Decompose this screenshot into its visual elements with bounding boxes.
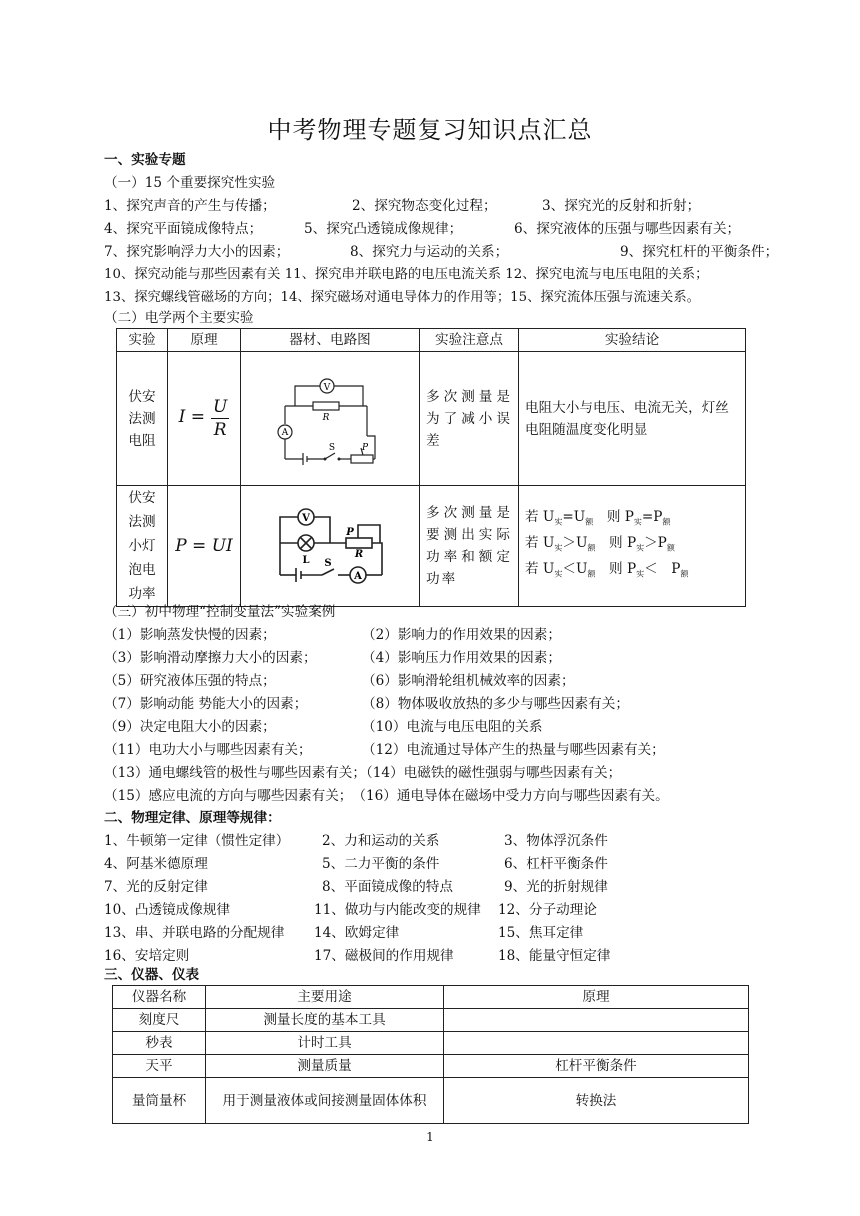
case-item: （5）研究液体压强的特点；: [104, 673, 276, 689]
subscript: 实: [636, 543, 645, 553]
table-row: [117, 352, 746, 486]
text: ＞U: [562, 535, 588, 552]
subscript: 实: [633, 518, 642, 528]
formula-numerator: U: [213, 397, 228, 417]
law-item: 7、光的反射定律: [104, 879, 208, 895]
table-header: 仪器名称: [113, 986, 206, 1009]
electric-experiments-table: [116, 328, 746, 607]
ammeter-label: A: [354, 571, 362, 582]
law-item: 4、阿基米德原理: [104, 856, 208, 872]
voltmeter-label: V: [302, 513, 310, 524]
subscript: 实: [554, 543, 563, 553]
law-item: 12、分子动理论: [498, 902, 597, 918]
case-item: （12）电流通过导体产生的热量与哪些因素有关；: [362, 742, 665, 758]
experiment-item: 8、探究力与运动的关系；: [350, 244, 509, 260]
law-item: 15、焦耳定律: [498, 925, 584, 941]
power-circuit-diagram: [270, 505, 390, 587]
subscript: 额: [666, 543, 675, 553]
case-item: （7）影响动能 势能大小的因素；: [104, 696, 308, 712]
text: 若 U: [525, 509, 555, 526]
law-item: 13、串、并联电路的分配规律: [104, 925, 285, 941]
rheostat-label: P: [361, 442, 369, 453]
equals-sign: =: [185, 407, 206, 427]
experiment-item: 13、探究螺线管磁场的方向；14、探究磁场对通电导体力的作用等；15、探究流体压强与流速关系。: [104, 290, 700, 305]
text: 若 U: [525, 560, 555, 577]
experiment-item: 3、探究光的反射和折射；: [542, 198, 701, 214]
table-row: [117, 486, 746, 607]
principle-formula: [168, 486, 241, 607]
table-cell: 秒表: [113, 1032, 206, 1055]
case-item: （10）电流与电压电阻的关系: [362, 719, 543, 735]
section1-sub3: （三）初中物理“控制变量法”实验案例: [104, 604, 336, 620]
ammeter-label: A: [281, 427, 289, 438]
case-item: （13）通电螺线管的极性与哪些因素有关；（14）电磁铁的磁性强弱与哪些因素有关；: [104, 765, 622, 781]
subscript: 额: [587, 569, 596, 579]
table-cell: 天平: [113, 1055, 206, 1078]
text: 则 P: [595, 535, 637, 552]
case-item: （8）物体吸收放热的多少与哪些因素有关；: [362, 696, 629, 712]
law-item: 6、杠杆平衡条件: [504, 856, 608, 872]
conclusion-line: [525, 507, 739, 533]
experiment-item: 6、探究液体的压强与哪些因素有关；: [514, 221, 741, 237]
law-item: 5、二力平衡的条件: [322, 856, 440, 872]
table-cell: 用于测量液体或间接测量固体体积: [206, 1078, 444, 1124]
text: ＜U: [562, 560, 588, 577]
law-item: 17、磁极间的作用规律: [314, 948, 454, 964]
experiment-item: 7、探究影响浮力大小的因素；: [104, 244, 290, 260]
law-item: 3、物体浮沉条件: [504, 833, 608, 849]
section1-heading: 一、实验专题: [104, 152, 186, 168]
law-item: 8、平面镜成像的特点: [322, 879, 453, 895]
conclusion-line: [525, 559, 739, 585]
table-header: 原理: [168, 329, 241, 352]
instruments-table: [112, 985, 749, 1124]
law-item: 16、安培定则: [104, 948, 190, 964]
experiment-item: 10、探究动能与那些因素有关 11、探究串并联电路的电压电流关系 12、探究电流与电压电阻的关系；: [104, 267, 709, 282]
law-item: 10、凸透镜成像规律: [104, 902, 231, 918]
subscript: 实: [636, 569, 645, 579]
experiment-item: 1、探究声音的产生与传播；: [104, 198, 276, 214]
table-row: [113, 1055, 749, 1078]
text: 则 P: [595, 560, 637, 577]
formula-text: P = UI: [175, 535, 233, 556]
principle-formula: [168, 352, 241, 486]
law-item: 2、力和运动的关系: [322, 833, 440, 849]
experiment-item: 4、探究平面镜成像特点；: [104, 221, 263, 237]
section2-heading: 二、物理定律、原理等规律：: [104, 810, 281, 826]
experiment-name: 伏安法测小灯泡电功率: [117, 486, 168, 607]
table-cell: 转换法: [444, 1078, 749, 1124]
experiment-item: 5、探究凸透镜成像规律；: [304, 221, 463, 237]
case-item: （3）影响滑动摩擦力大小的因素；: [104, 650, 317, 666]
law-item: 1、牛顿第一定律（惯性定律）: [104, 833, 290, 849]
experiment-item: 2、探究物态变化过程；: [352, 198, 497, 214]
table-cell: 刻度尺: [113, 1009, 206, 1032]
section1-sub1: （一）15 个重要探究性实验: [104, 175, 276, 191]
case-item: （9）决定电阻大小的因素；: [104, 719, 276, 735]
experiment-name: 伏安法测电阻: [117, 352, 168, 486]
text: 则 P: [593, 509, 634, 526]
table-header: 实验: [117, 329, 168, 352]
table-header: 器材、电路图: [241, 329, 420, 352]
law-item: 14、欧姆定律: [314, 925, 400, 941]
table-row: [113, 1078, 749, 1124]
text: ＞P: [644, 535, 667, 552]
subscript: 额: [585, 518, 594, 528]
case-item: （15）感应电流的方向与哪些因素有关； （16）通电导体在磁场中受力方向与哪些因素有关。: [104, 788, 669, 804]
table-header: 实验结论: [519, 329, 746, 352]
resistance-circuit-diagram: [275, 364, 385, 474]
switch-label: S: [328, 442, 336, 453]
subscript: 额: [662, 518, 671, 528]
conclusion-line: [525, 533, 739, 559]
voltmeter-label: V: [323, 382, 331, 393]
case-item: （11）电功大小与哪些因素有关；: [104, 742, 312, 758]
text: 若 U: [525, 535, 555, 552]
case-item: （2）影响力的作用效果的因素；: [362, 627, 561, 643]
lamp-label: L: [302, 555, 310, 566]
resistor-label: R: [322, 412, 330, 423]
subscript: 额: [680, 569, 689, 579]
table-cell: 测量长度的基本工具: [206, 1009, 444, 1032]
text: =U: [562, 509, 586, 526]
table-cell: 量筒量杯: [113, 1078, 206, 1124]
table-cell: [444, 1032, 749, 1055]
note-cell: 多次测量是要测出实际功率和额定功率: [420, 486, 519, 607]
circuit-diagram-cell: [241, 486, 420, 607]
table-cell: [444, 1009, 749, 1032]
case-item: （1）影响蒸发快慢的因素；: [104, 627, 276, 643]
formula-lhs: I: [178, 407, 186, 427]
section3-heading: 三、仪器、仪表: [104, 967, 200, 983]
table-header: 实验注意点: [420, 329, 519, 352]
note-cell: 多次测量是为了减小误差: [420, 352, 519, 486]
table-row: [113, 1009, 749, 1032]
switch-label: S: [324, 558, 332, 569]
slider-label: P: [346, 527, 354, 538]
case-item: （6）影响滑轮组机械效率的因素；: [362, 673, 575, 689]
table-row: [113, 1032, 749, 1055]
table-cell: 测量质量: [206, 1055, 444, 1078]
formula-denominator: R: [213, 420, 227, 440]
conclusion-cell: 电阻大小与电压、电流无关，灯丝电阻随温度变化明显: [519, 352, 746, 486]
law-item: 18、能量守恒定律: [498, 948, 611, 964]
case-item: （4）影响压力作用效果的因素；: [362, 650, 561, 666]
table-header: 原理: [444, 986, 749, 1009]
subscript: 实: [554, 518, 563, 528]
text: =P: [641, 509, 663, 526]
law-item: 11、做功与内能改变的规律: [314, 902, 481, 918]
resistor-label: R: [354, 549, 364, 560]
page-title: 中考物理专题复习知识点汇总: [267, 116, 593, 144]
section1-sub2: （二）电学两个主要实验: [104, 310, 254, 326]
table-cell: 杠杆平衡条件: [444, 1055, 749, 1078]
circuit-diagram-cell: [241, 352, 420, 486]
subscript: 实: [554, 569, 563, 579]
text: ＜ P: [644, 560, 681, 577]
table-cell: 计时工具: [206, 1032, 444, 1055]
experiment-item: 9、探究杠杆的平衡条件；: [620, 244, 779, 260]
law-item: 9、光的折射规律: [504, 879, 608, 895]
table-header: 主要用途: [206, 986, 444, 1009]
fraction: [211, 396, 229, 441]
page-number: 1: [426, 1130, 434, 1144]
conclusion-cell: [519, 486, 746, 607]
subscript: 额: [587, 543, 596, 553]
